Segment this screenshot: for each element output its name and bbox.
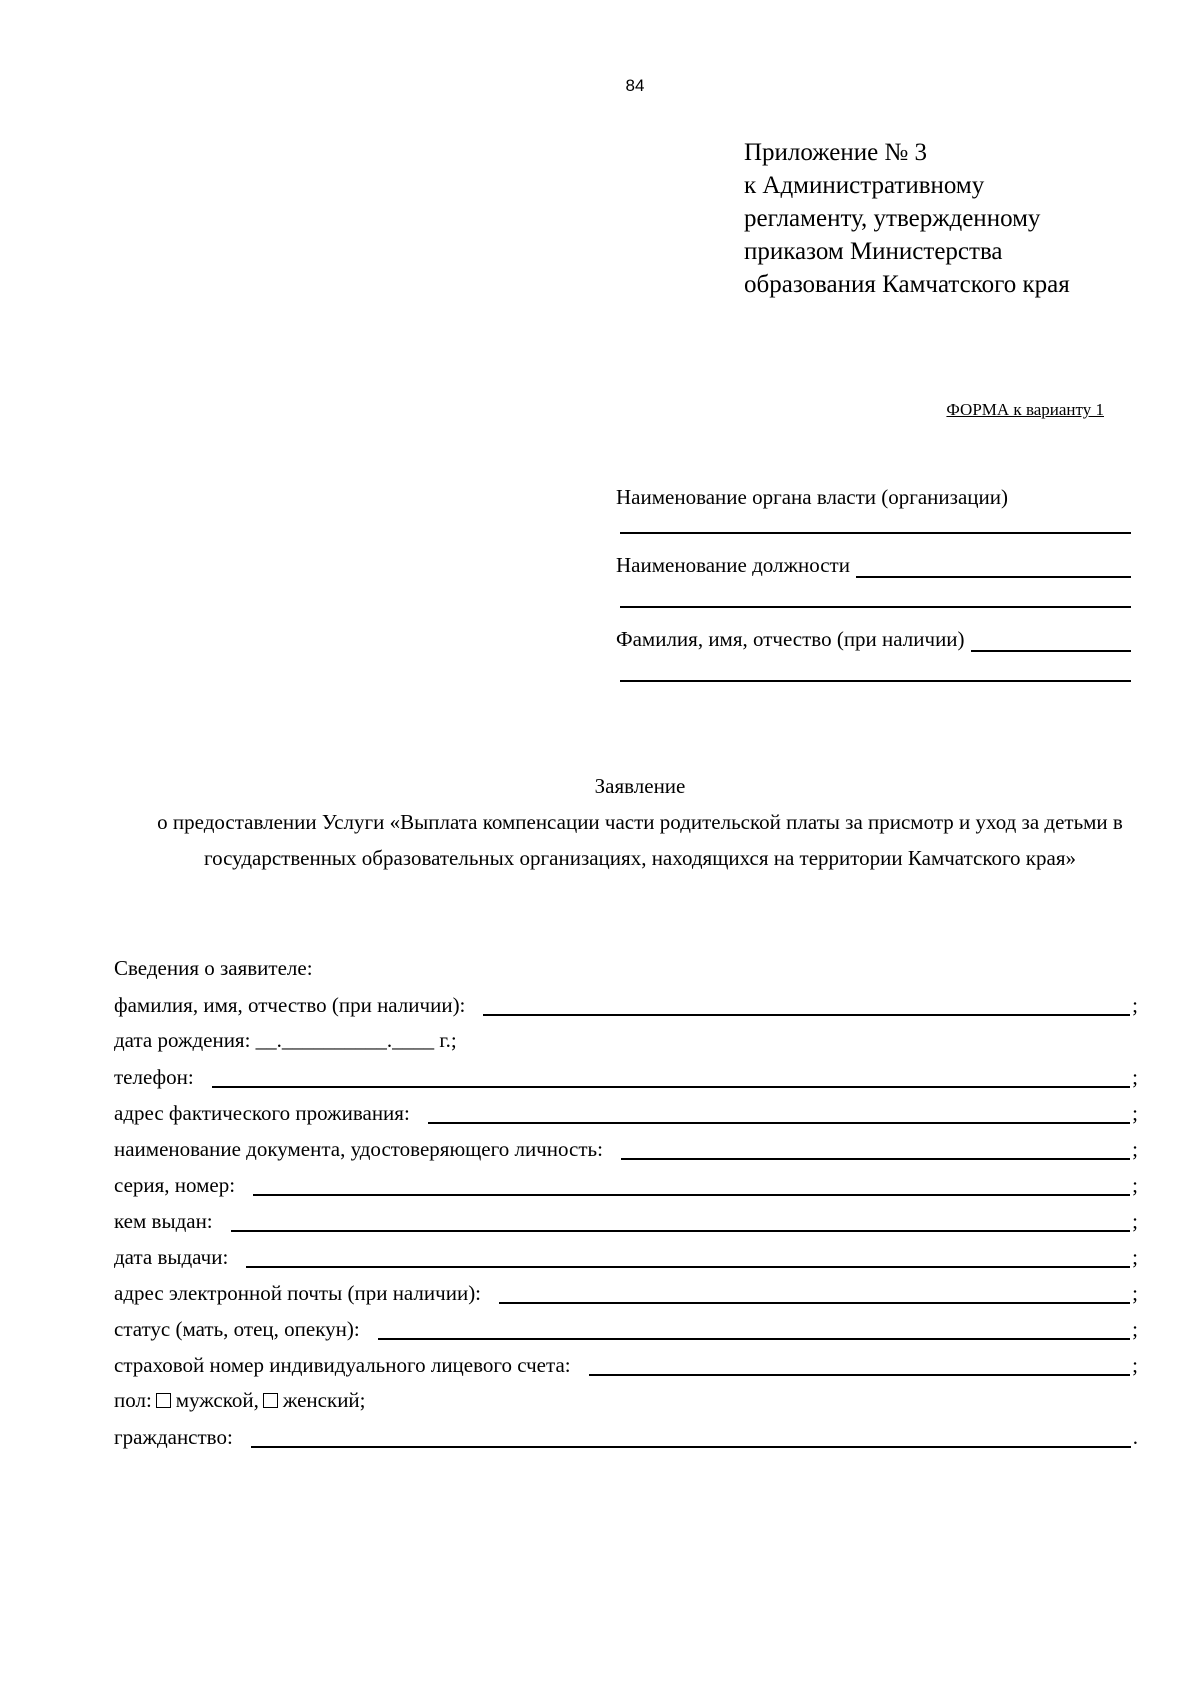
appendix-line: к Административному (744, 172, 985, 199)
row-end: ; (1132, 1353, 1138, 1377)
row-end: ; (1132, 1137, 1138, 1161)
status-label: статус (мать, отец, опекун): (114, 1317, 360, 1341)
email-field[interactable] (499, 1282, 1130, 1304)
title-heading: Заявление (594, 774, 686, 798)
authority-label: Наименование органа власти (организации) (616, 485, 1008, 509)
row-end: ; (1132, 1209, 1138, 1233)
issue-date-field[interactable] (246, 1246, 1130, 1268)
fio-field-line2[interactable] (620, 680, 1131, 682)
issued-by-row (114, 1202, 1138, 1238)
series-number-field[interactable] (253, 1174, 1130, 1196)
applicant-fio-row (114, 986, 1138, 1022)
address-field[interactable] (428, 1102, 1130, 1124)
fio-row (616, 622, 1131, 652)
applicant-fio-field[interactable] (483, 994, 1130, 1016)
birth-date-row[interactable]: дата рождения: __.__________.____ г.; (114, 1028, 457, 1052)
position-label: Наименование должности (616, 553, 850, 577)
gender-female-checkbox[interactable] (263, 1393, 278, 1408)
row-end: ; (1132, 1173, 1138, 1197)
series-number-row (114, 1166, 1138, 1202)
authority-field[interactable] (620, 532, 1131, 534)
gender-male-label: мужской, (175, 1388, 259, 1412)
form-variant-label: ФОРМА к варианту 1 (946, 400, 1104, 419)
issue-date-row (114, 1238, 1138, 1274)
snils-row (114, 1346, 1138, 1382)
snils-label: страховой номер индивидуального лицевого счета: (114, 1353, 571, 1377)
address-label: адрес фактического проживания: (114, 1101, 410, 1125)
appendix-line: регламенту, утвержденному (744, 205, 1041, 232)
phone-row (114, 1058, 1138, 1094)
application-title (100, 768, 1180, 876)
citizenship-label: гражданство: (114, 1425, 233, 1449)
issued-by-field[interactable] (231, 1210, 1131, 1232)
issue-date-label: дата выдачи: (114, 1245, 229, 1269)
gender-label: пол: (114, 1388, 152, 1412)
row-end: ; (1132, 1101, 1138, 1125)
citizenship-field[interactable] (251, 1426, 1131, 1448)
appendix-line: приказом Министерства (744, 238, 1003, 265)
snils-field[interactable] (589, 1354, 1131, 1376)
appendix-line: Приложение № 3 (744, 139, 928, 166)
row-end: ; (1132, 1317, 1138, 1341)
citizenship-row (114, 1418, 1138, 1454)
row-end: . (1132, 1425, 1138, 1449)
issued-by-label: кем выдан: (114, 1209, 213, 1233)
position-field[interactable] (856, 554, 1131, 578)
id-doc-row (114, 1130, 1138, 1166)
authority-row (616, 480, 1131, 510)
phone-field[interactable] (212, 1066, 1130, 1088)
id-doc-label: наименование документа, удостоверяющего личность: (114, 1137, 603, 1161)
series-number-label: серия, номер: (114, 1173, 236, 1197)
email-row (114, 1274, 1138, 1310)
row-end: ; (1132, 993, 1138, 1017)
phone-label: телефон: (114, 1065, 194, 1089)
row-end: ; (1132, 1245, 1138, 1269)
gender-row (114, 1382, 1138, 1418)
id-doc-field[interactable] (621, 1138, 1130, 1160)
email-label: адрес электронной почты (при наличии): (114, 1281, 482, 1305)
applicant-fio-label: фамилия, имя, отчество (при наличии): (114, 993, 466, 1017)
row-end: ; (1132, 1281, 1138, 1305)
position-row (616, 548, 1131, 578)
appendix-line: образования Камчатского края (744, 271, 1070, 298)
appendix-note (744, 136, 1070, 301)
applicant-section (114, 950, 1138, 1454)
title-subtitle: о предоставлении Услуги «Выплата компенсации части родительской платы за присмотр и уход за детьми в государственных образовательных организациях, находящихся на территории Камчатского края» (157, 810, 1123, 870)
status-field[interactable] (378, 1318, 1130, 1340)
status-row (114, 1310, 1138, 1346)
fio-label: Фамилия, имя, отчество (при наличии) (616, 627, 965, 651)
gender-female-label: женский; (282, 1388, 366, 1412)
row-end: ; (1132, 1065, 1138, 1089)
position-field-line2[interactable] (620, 606, 1131, 608)
page-number: 84 (625, 76, 645, 95)
fio-field[interactable] (971, 628, 1131, 652)
address-row (114, 1094, 1138, 1130)
gender-male-checkbox[interactable] (156, 1393, 171, 1408)
applicant-section-label: Сведения о заявителе: (114, 956, 313, 980)
